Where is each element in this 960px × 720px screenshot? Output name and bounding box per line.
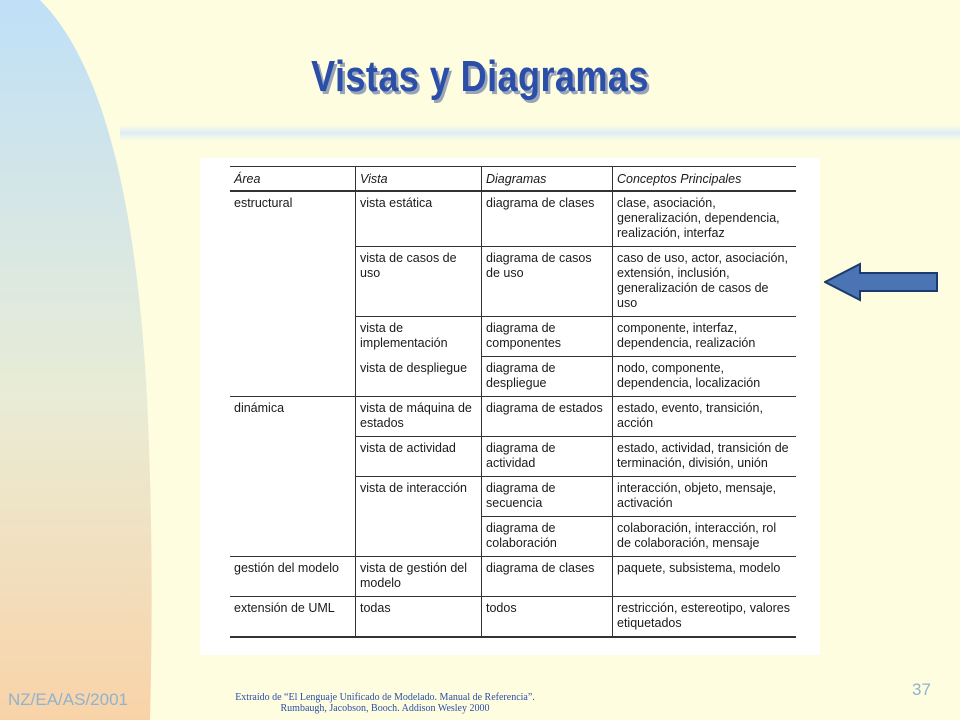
conceptos-cell: restricción, estereotipo, valores etiquetados — [613, 597, 797, 638]
title-underline — [120, 125, 960, 141]
diagrama-cell: todos — [482, 597, 613, 638]
footer-course-code: NZ/EA/AS/2001 — [8, 690, 129, 709]
area-cell: dinámica — [230, 397, 356, 557]
table-row — [230, 557, 796, 597]
header-diagramas: Diagramas — [482, 167, 613, 192]
page-number: 37 — [912, 680, 931, 699]
conceptos-cell: caso de uso, actor, asociación, extensión, inclusión, generalización de casos de uso — [613, 247, 797, 317]
vista-cell: todas — [356, 597, 482, 638]
conceptos-cell: paquete, subsistema, modelo — [613, 557, 797, 597]
conceptos-cell: colaboración, interacción, rol de colaboración, mensaje — [613, 517, 797, 557]
diagrama-cell: diagrama de despliegue — [482, 357, 613, 397]
conceptos-cell: nodo, componente, dependencia, localización — [613, 357, 797, 397]
vista-cell: vista estática — [356, 191, 482, 247]
table-row — [230, 191, 796, 247]
conceptos-cell: clase, asociación, generalización, dependencia, realización, interfaz — [613, 191, 797, 247]
table-header-row — [230, 167, 796, 192]
table-row — [230, 597, 796, 638]
conceptos-cell: componente, interfaz, dependencia, realización — [613, 317, 797, 357]
area-cell: gestión del modelo — [230, 557, 356, 597]
area-cell: estructural — [230, 191, 356, 397]
header-conceptos: Conceptos Principales — [613, 167, 797, 192]
conceptos-cell: interacción, objeto, mensaje, activación — [613, 477, 797, 517]
source-citation — [150, 692, 620, 714]
diagrama-cell: diagrama de clases — [482, 557, 613, 597]
slide-title: Vistas y Diagramas — [311, 52, 649, 101]
diagrama-cell: diagrama de casos de uso — [482, 247, 613, 317]
diagrama-cell: diagrama de clases — [482, 191, 613, 247]
vista-cell: vista de despliegue — [356, 357, 482, 397]
header-vista: Vista — [356, 167, 482, 192]
views-diagrams-table — [230, 166, 796, 638]
diagrama-cell: diagrama de estados — [482, 397, 613, 437]
left-arrow-icon — [824, 262, 940, 302]
citation-line-1: Extraído de “El Lenguaje Unificado de Modelado. Manual de Referencia”. — [235, 692, 535, 703]
conceptos-cell: estado, actividad, transición de terminación, división, unión — [613, 437, 797, 477]
vista-cell: vista de gestión del modelo — [356, 557, 482, 597]
diagrama-cell: diagrama de secuencia — [482, 477, 613, 517]
vista-cell: vista de interacción — [356, 477, 482, 557]
area-cell: extensión de UML — [230, 597, 356, 638]
diagrama-cell: diagrama de actividad — [482, 437, 613, 477]
diagrama-cell: diagrama de colaboración — [482, 517, 613, 557]
citation-line-2: Rumbaugh, Jacobson, Booch. Addison Wesley 2000 — [280, 703, 490, 714]
vista-cell: vista de máquina de estados — [356, 397, 482, 437]
vista-cell: vista de implementación — [356, 317, 482, 357]
conceptos-cell: estado, evento, transición, acción — [613, 397, 797, 437]
diagrama-cell: diagrama de componentes — [482, 317, 613, 357]
vista-cell: vista de actividad — [356, 437, 482, 477]
header-area: Área — [230, 167, 356, 192]
vista-cell: vista de casos de uso — [356, 247, 482, 317]
table-row — [230, 397, 796, 437]
